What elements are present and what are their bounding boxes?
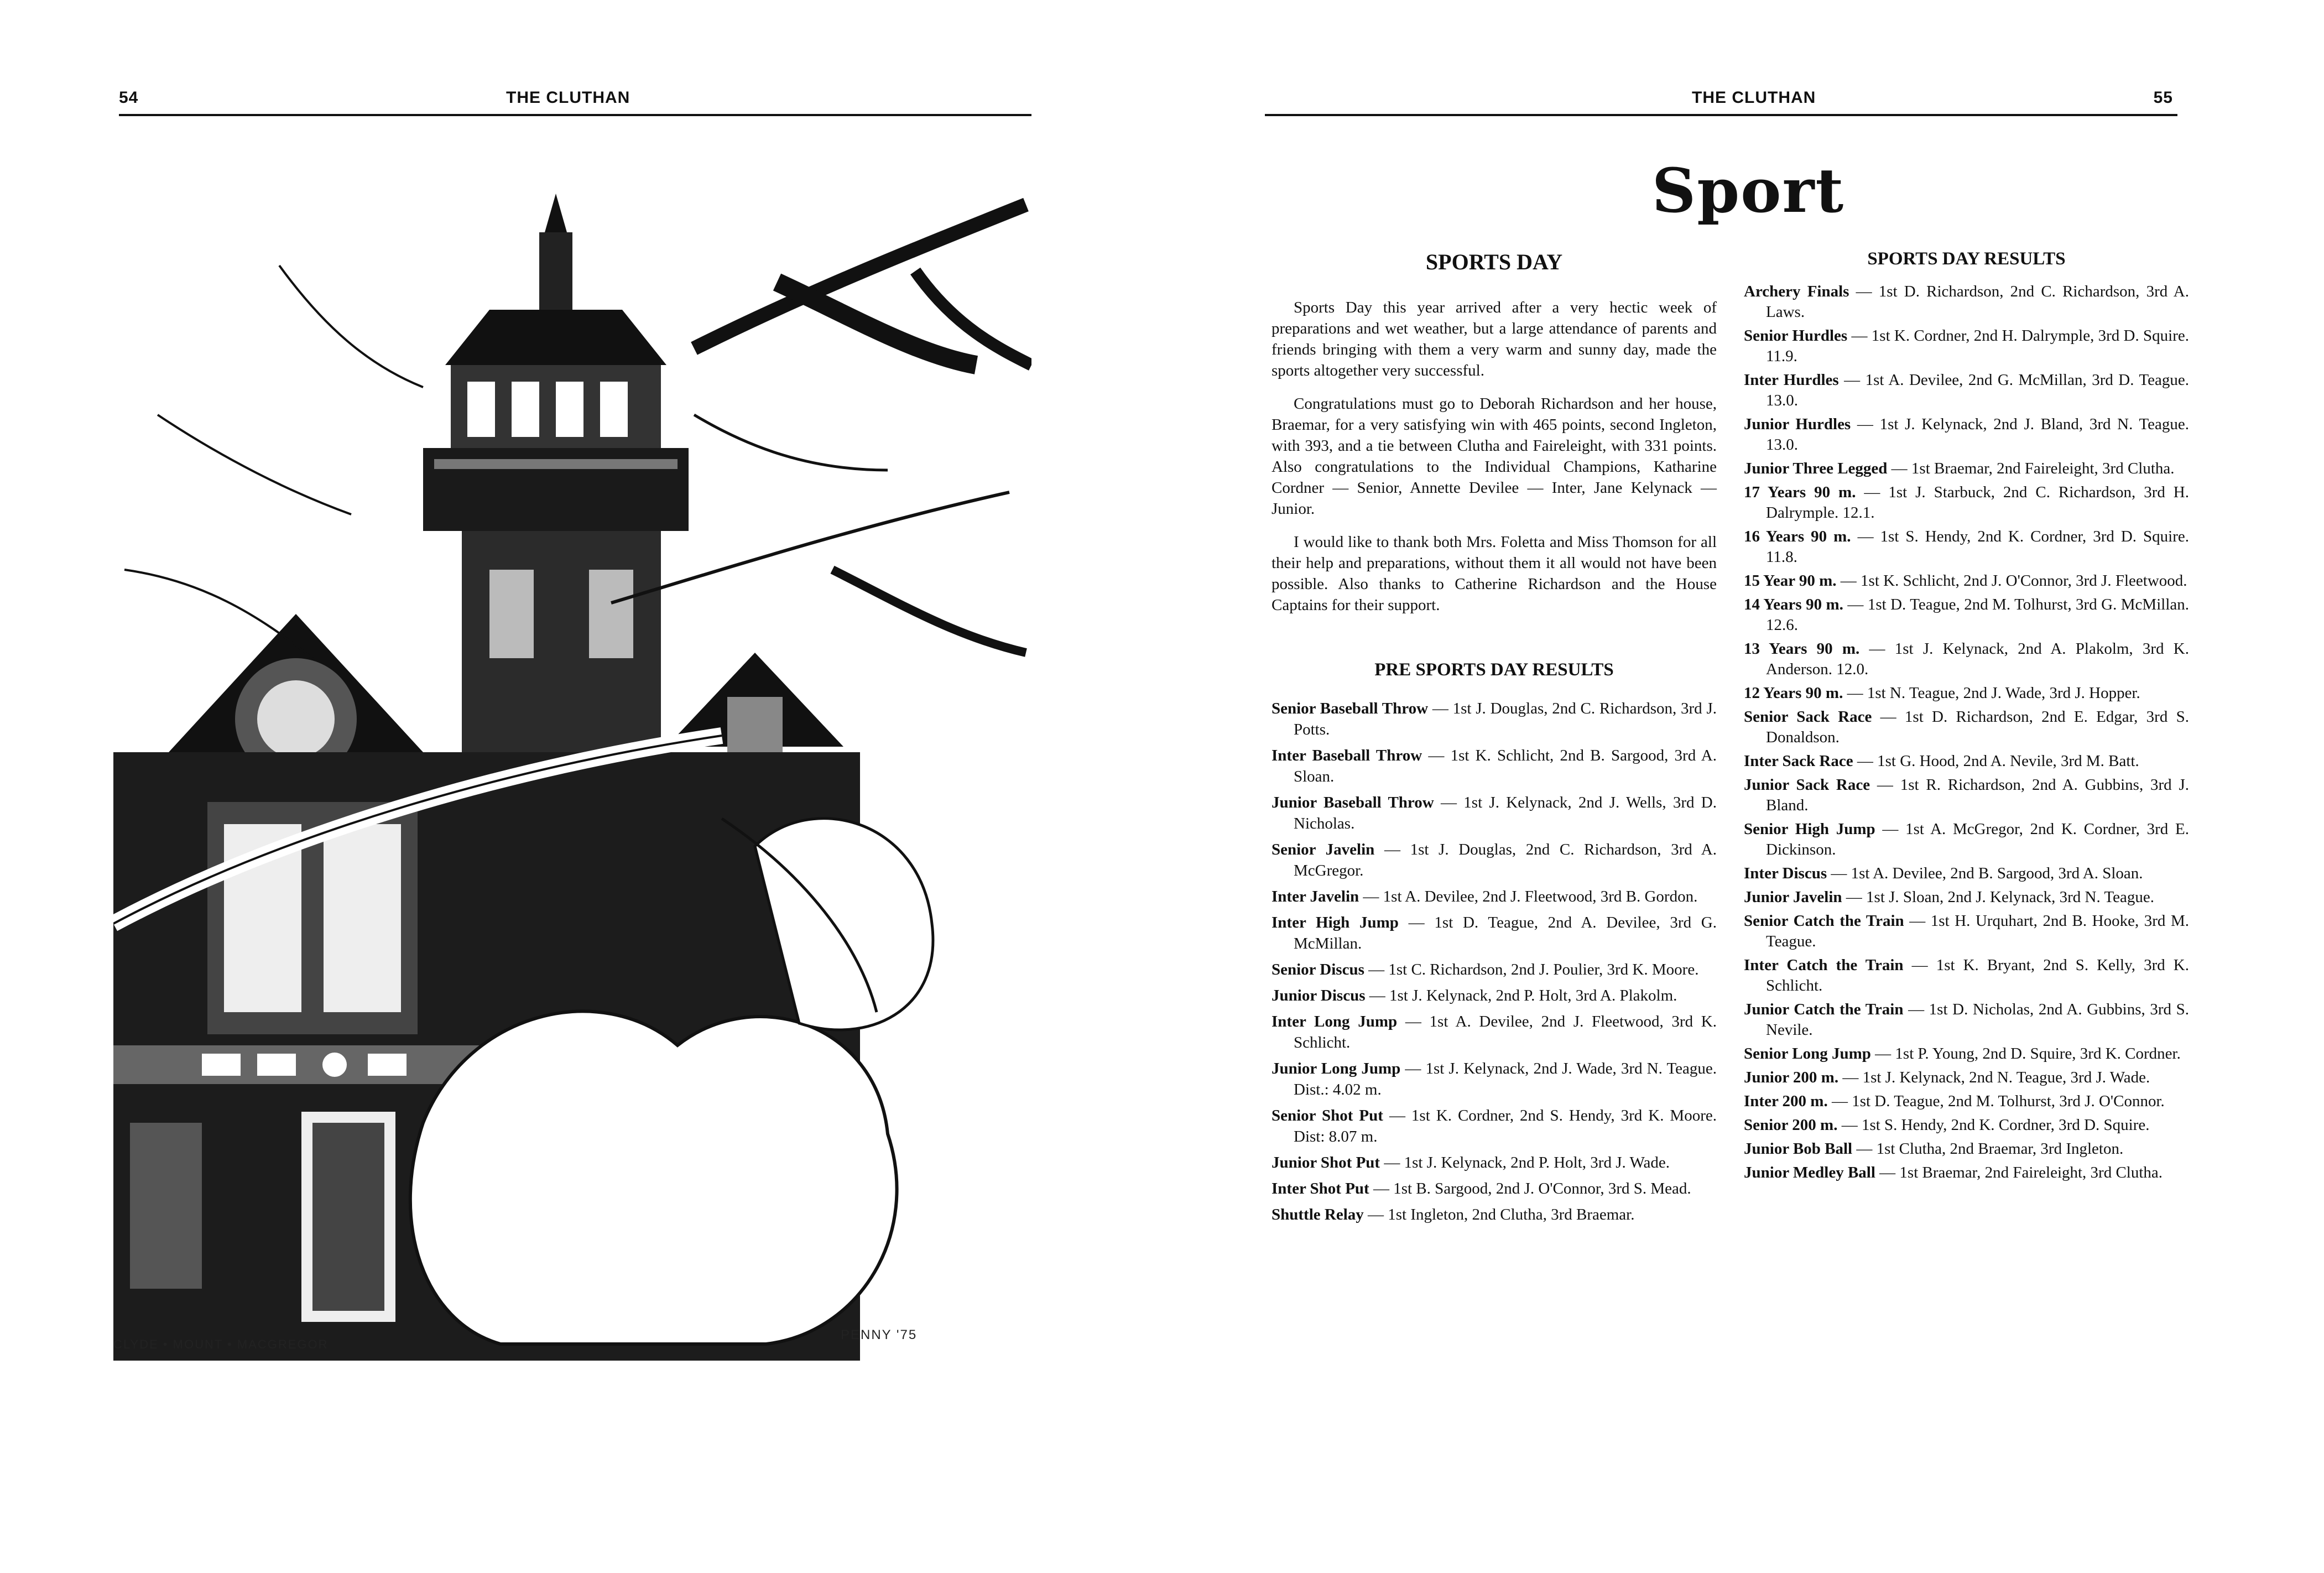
event-placings: — 1st C. Richardson, 2nd J. Poulier, 3rd K. Moore. — [1368, 961, 1699, 978]
result-item — [1272, 839, 1717, 881]
event-placings: — 1st Braemar, 2nd Faireleight, 3rd Clutha. — [1879, 1164, 2163, 1181]
event-name: Inter Discus — [1744, 864, 1827, 882]
event-placings: — 1st S. Hendy, 2nd K. Cordner, 3rd D. Squire. — [1841, 1116, 2150, 1134]
event-placings: — 1st J. Kelynack, 2nd P. Holt, 3rd J. Wade. — [1384, 1154, 1670, 1171]
result-item — [1272, 912, 1717, 954]
result-item — [1272, 1011, 1717, 1053]
event-name: Junior Shot Put — [1272, 1154, 1380, 1171]
event-placings: — 1st D. Teague, 2nd M. Tolhurst, 3rd G. McMillan. 12.6. — [1766, 596, 2190, 634]
event-name: Inter Baseball Throw — [1272, 747, 1422, 764]
event-placings: — 1st A. Devilee, 2nd G. McMillan, 3rd D. Teague. 13.0. — [1766, 371, 2190, 409]
right-page — [1162, 0, 2324, 1573]
event-name: 14 Years 90 m. — [1744, 596, 1843, 613]
result-item — [1744, 775, 2189, 816]
day-results-list — [1744, 282, 2189, 1183]
page-number: 55 — [2153, 88, 2173, 107]
artist-caption: CLYDE • MOUNT • MACGREGOR — [113, 1337, 329, 1351]
event-placings: — 1st R. Richardson, 2nd A. Gubbins, 3rd J. Bland. — [1766, 776, 2190, 814]
result-item — [1744, 527, 2189, 567]
event-placings: — 1st J. Kelynack, 2nd N. Teague, 3rd J. Wade. — [1842, 1069, 2150, 1086]
event-placings: — 1st D. Nicholas, 2nd A. Gubbins, 3rd S. Nevile. — [1766, 1001, 2189, 1039]
event-name: Junior Bob Ball — [1744, 1140, 1853, 1158]
result-item — [1744, 282, 2189, 322]
event-name: Inter Shot Put — [1272, 1180, 1369, 1197]
running-title: THE CLUTHAN — [1692, 88, 1816, 107]
event-name: Shuttle Relay — [1272, 1206, 1364, 1223]
event-name: Senior Shot Put — [1272, 1107, 1383, 1124]
result-item — [1744, 1139, 2189, 1159]
event-placings: — 1st S. Hendy, 2nd K. Cordner, 3rd D. Squire. 11.8. — [1766, 528, 2190, 566]
event-name: 12 Years 90 m. — [1744, 684, 1843, 702]
event-name: 13 Years 90 m. — [1744, 640, 1860, 658]
event-name: Senior Catch the Train — [1744, 912, 1904, 930]
event-placings: — 1st D. Richardson, 2nd C. Richardson, 3rd A. Laws. — [1766, 283, 2190, 321]
event-name: 17 Years 90 m. — [1744, 483, 1856, 501]
running-header — [1265, 88, 2177, 114]
result-item — [1744, 370, 2189, 411]
event-name: Senior Javelin — [1272, 841, 1375, 858]
event-placings: — 1st J. Kelynack, 2nd J. Wells, 3rd D. Nicholas. — [1294, 794, 1717, 832]
result-item — [1744, 571, 2189, 591]
event-placings: — 1st G. Hood, 2nd A. Nevile, 3rd M. Batt. — [1857, 752, 2139, 770]
event-placings: — 1st N. Teague, 2nd J. Wade, 3rd J. Hopper. — [1847, 684, 2140, 702]
event-name: 15 Year 90 m. — [1744, 572, 1837, 590]
result-item — [1744, 863, 2189, 884]
event-name: Junior Medley Ball — [1744, 1164, 1875, 1181]
event-name: Senior Baseball Throw — [1272, 700, 1429, 717]
event-name: Junior 200 m. — [1744, 1069, 1839, 1086]
running-header — [119, 88, 1031, 114]
event-placings: — 1st B. Sargood, 2nd J. O'Connor, 3rd S. Mead. — [1373, 1180, 1691, 1197]
event-placings: — 1st P. Young, 2nd D. Squire, 3rd K. Cordner. — [1875, 1045, 2181, 1062]
result-item — [1744, 1044, 2189, 1064]
result-item — [1272, 1152, 1717, 1173]
event-name: Senior 200 m. — [1744, 1116, 1838, 1134]
event-placings: — 1st J. Kelynack, 2nd J. Bland, 3rd N. Teague. 13.0. — [1766, 415, 2190, 454]
result-item — [1272, 745, 1717, 787]
event-placings: — 1st J. Starbuck, 2nd C. Richardson, 3rd H. Dalrymple. 12.1. — [1766, 483, 2190, 522]
paragraph: Congratulations must go to Deborah Richardson and her house, Braemar, for a very satisfying win with 465 points, second Ingleton, with 393, and a tie between Clutha and Faireleight, with 331 points. Also congratulations to the Individual Champions, Katharine Cordner — Senior, Annette Devilee — Inter, Jane Kelynack — Junior. — [1272, 395, 1717, 518]
result-item — [1744, 683, 2189, 704]
event-placings: — 1st K. Cordner, 2nd S. Hendy, 3rd K. Moore. Dist: 8.07 m. — [1294, 1107, 1717, 1145]
result-item — [1272, 1058, 1717, 1100]
event-placings: — 1st J. Kelynack, 2nd J. Wade, 3rd N. Teague. Dist.: 4.02 m. — [1294, 1060, 1717, 1098]
event-name: Inter Sack Race — [1744, 752, 1853, 770]
paragraph: I would like to thank both Mrs. Foletta and Miss Thomson for all their help and preparations, without them it all would not have been possible. Also thanks to Catherine Richardson and the House Captains for their support. — [1272, 533, 1717, 614]
result-item — [1744, 819, 2189, 860]
result-item — [1744, 595, 2189, 636]
event-placings: — 1st Braemar, 2nd Faireleight, 3rd Clutha. — [1891, 460, 2175, 477]
event-placings: — 1st A. Devilee, 2nd J. Fleetwood, 3rd K. Schlicht. — [1294, 1013, 1717, 1051]
event-placings: — 1st J. Douglas, 2nd C. Richardson, 3rd A. McGregor. — [1294, 841, 1717, 879]
result-item — [1744, 751, 2189, 772]
header-rule — [119, 114, 1031, 116]
pre-results-list — [1272, 698, 1717, 1225]
event-placings: — 1st K. Schlicht, 2nd J. O'Connor, 3rd J. Fleetwood. — [1840, 572, 2187, 590]
result-item — [1272, 1204, 1717, 1225]
event-placings: — 1st D. Richardson, 2nd E. Edgar, 3rd S. Donaldson. — [1766, 708, 2189, 746]
header-rule — [1265, 114, 2177, 116]
event-name: 16 Years 90 m. — [1744, 528, 1851, 545]
event-name: Inter Long Jump — [1272, 1013, 1398, 1030]
result-item — [1744, 955, 2189, 996]
event-placings: — 1st Clutha, 2nd Braemar, 3rd Ingleton. — [1856, 1140, 2124, 1158]
event-placings: — 1st A. Devilee, 2nd J. Fleetwood, 3rd B. Gordon. — [1363, 888, 1698, 905]
result-item — [1744, 326, 2189, 367]
result-item — [1744, 707, 2189, 748]
result-item — [1744, 999, 2189, 1040]
left-column — [1272, 249, 1717, 1230]
event-placings: — 1st A. McGregor, 2nd K. Cordner, 3rd E. Dickinson. — [1766, 820, 2189, 858]
event-name: Archery Finals — [1744, 283, 1849, 300]
event-name: Inter High Jump — [1272, 914, 1399, 931]
result-item — [1744, 459, 2189, 479]
result-item — [1744, 1163, 2189, 1183]
event-placings: — 1st K. Bryant, 2nd S. Kelly, 3rd K. Schlicht. — [1766, 956, 2189, 994]
right-column — [1744, 249, 2189, 1186]
result-item — [1744, 639, 2189, 680]
result-item — [1744, 414, 2189, 455]
result-item — [1744, 482, 2189, 523]
event-name: Junior Javelin — [1744, 888, 1842, 906]
event-name: Junior Baseball Throw — [1272, 794, 1434, 811]
result-item — [1272, 698, 1717, 740]
event-placings: — 1st Ingleton, 2nd Clutha, 3rd Braemar. — [1368, 1206, 1635, 1223]
event-name: Junior Catch the Train — [1744, 1001, 1904, 1018]
running-title: THE CLUTHAN — [506, 88, 630, 107]
event-name: Junior Hurdles — [1744, 415, 1851, 433]
sports-day-title: SPORTS DAY — [1425, 249, 1563, 274]
event-name: Senior High Jump — [1744, 820, 1875, 838]
event-placings: — 1st A. Devilee, 2nd B. Sargood, 3rd A. Sloan. — [1831, 864, 2143, 882]
result-item — [1272, 886, 1717, 907]
result-item — [1272, 1178, 1717, 1199]
event-name: Junior Long Jump — [1272, 1060, 1401, 1077]
result-item — [1744, 1091, 2189, 1112]
result-item — [1272, 985, 1717, 1006]
event-name: Inter Hurdles — [1744, 371, 1839, 389]
event-name: Inter Javelin — [1272, 888, 1359, 905]
event-placings: — 1st K. Schlicht, 2nd B. Sargood, 3rd A. Sloan. — [1294, 747, 1717, 785]
event-placings: — 1st D. Teague, 2nd A. Devilee, 3rd G. McMillan. — [1294, 914, 1717, 952]
event-name: Senior Long Jump — [1744, 1045, 1871, 1062]
result-item — [1744, 911, 2189, 952]
event-placings: — 1st D. Teague, 2nd M. Tolhurst, 3rd J. O'Connor. — [1831, 1092, 2165, 1110]
sport-heading: Sport — [1651, 155, 1845, 226]
event-placings: — 1st J. Kelynack, 2nd A. Plakolm, 3rd K. Anderson. 12.0. — [1766, 640, 2190, 678]
result-item — [1272, 792, 1717, 834]
event-name: Inter 200 m. — [1744, 1092, 1828, 1110]
page-number: 54 — [119, 88, 139, 107]
result-item — [1744, 887, 2189, 908]
event-placings: — 1st H. Urquhart, 2nd B. Hooke, 3rd M. Teague. — [1766, 912, 2190, 950]
result-item — [1744, 1115, 2189, 1136]
event-placings: — 1st K. Cordner, 2nd H. Dalrymple, 3rd D. Squire. 11.9. — [1766, 327, 2189, 365]
event-name: Junior Discus — [1272, 987, 1366, 1004]
event-name: Junior Sack Race — [1744, 776, 1870, 794]
result-item — [1272, 1105, 1717, 1147]
event-name: Senior Hurdles — [1744, 327, 1848, 345]
artist-signature: PENNY '75 — [841, 1327, 918, 1342]
event-placings: — 1st J. Douglas, 2nd C. Richardson, 3rd J. Potts. — [1294, 700, 1717, 738]
house-illustration — [113, 183, 1031, 1361]
pre-results-title: PRE SPORTS DAY RESULTS — [1374, 660, 1614, 680]
result-item — [1272, 959, 1717, 980]
event-name: Senior Discus — [1272, 961, 1364, 978]
event-placings: — 1st J. Sloan, 2nd J. Kelynack, 3rd N. Teague. — [1846, 888, 2154, 906]
event-name: Inter Catch the Train — [1744, 956, 1904, 974]
paragraph: Sports Day this year arrived after a very hectic week of preparations and wet weather, but a large attendance of parents and friends bringing with them a very warm and sunny day, made the sports altogether very successful. — [1272, 299, 1717, 379]
event-placings: — 1st J. Kelynack, 2nd P. Holt, 3rd A. Plakolm. — [1369, 987, 1677, 1004]
event-name: Senior Sack Race — [1744, 708, 1872, 726]
result-item — [1744, 1067, 2189, 1088]
day-results-title: SPORTS DAY RESULTS — [1867, 249, 2066, 269]
event-name: Junior Three Legged — [1744, 460, 1888, 477]
